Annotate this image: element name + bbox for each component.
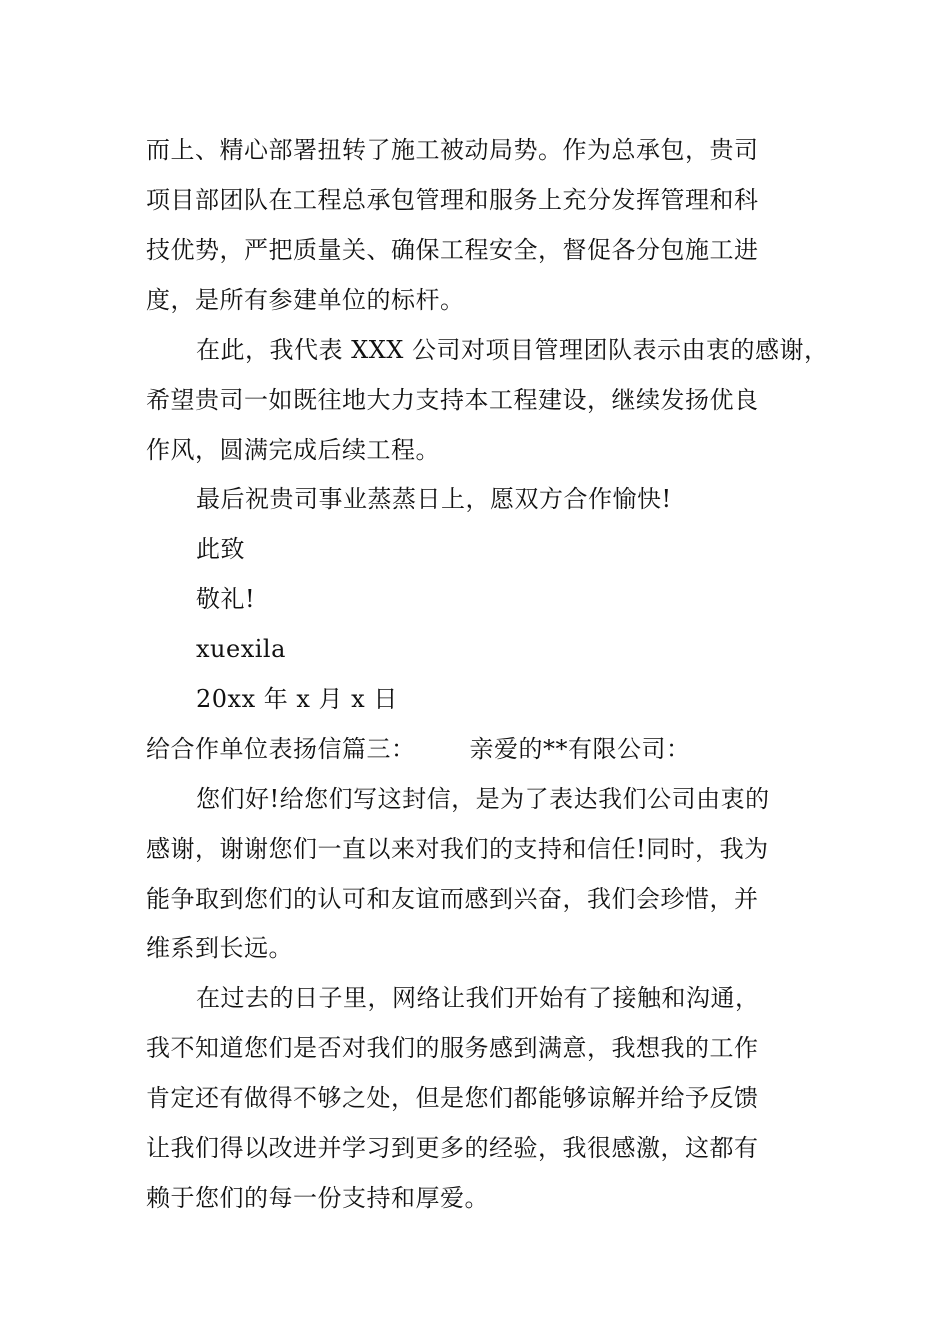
paragraph-2-line-1: 在此，我代表 XXX 公司对项目管理团队表示由衷的感谢， [196, 336, 829, 364]
paragraph-1-line-2: 项目部团队在工程总承包管理和服务上充分发挥管理和科 [146, 186, 759, 214]
paragraph-1-line-3: 技优势，严把质量关、确保工程安全，督促各分包施工进 [146, 236, 759, 264]
closing-salutation-1: 此致 [196, 535, 245, 563]
letter-paragraph-2-line-3: 肯定还有做得不够之处，但是您们都能够谅解并给予反馈 [146, 1084, 759, 1112]
section-heading [146, 734, 691, 764]
closing-date: 20xx 年 x 月 x 日 [196, 685, 398, 713]
letter-paragraph-1-line-4: 维系到长远。 [146, 934, 293, 962]
letter-paragraph-2-line-1: 在过去的日子里，网络让我们开始有了接触和沟通， [196, 984, 760, 1012]
paragraph-2-line-3: 作风，圆满完成后续工程。 [146, 436, 440, 464]
closing-signature: xuexila [196, 635, 286, 663]
closing-salutation-2: 敬礼! [196, 585, 256, 613]
letter-paragraph-1-line-2: 感谢，谢谢您们一直以来对我们的支持和信任!同时，我为 [146, 835, 769, 863]
paragraph-1-line-1: 而上、精心部署扭转了施工被动局势。作为总承包，贵司 [146, 136, 759, 164]
letter-recipient: 亲爱的**有限公司： [469, 735, 691, 763]
paragraph-1-line-4: 度，是所有参建单位的标杆。 [146, 286, 465, 314]
letter-paragraph-2-line-4: 让我们得以改进并学习到更多的经验，我很感激，这都有 [146, 1134, 759, 1162]
section-title: 给合作单位表扬信篇三： [146, 735, 416, 763]
letter-paragraph-1-line-1: 您们好!给您们写这封信，是为了表达我们公司由衷的 [196, 785, 770, 813]
letter-paragraph-2-line-2: 我不知道您们是否对我们的服务感到满意，我想我的工作 [146, 1034, 759, 1062]
letter-paragraph-2-line-5: 赖于您们的每一份支持和厚爱。 [146, 1184, 489, 1212]
paragraph-2-line-2: 希望贵司一如既往地大力支持本工程建设，继续发扬优良 [146, 386, 759, 414]
letter-paragraph-1-line-3: 能争取到您们的认可和友谊而感到兴奋，我们会珍惜，并 [146, 885, 759, 913]
paragraph-3-line-1: 最后祝贵司事业蒸蒸日上，愿双方合作愉快! [196, 485, 672, 513]
